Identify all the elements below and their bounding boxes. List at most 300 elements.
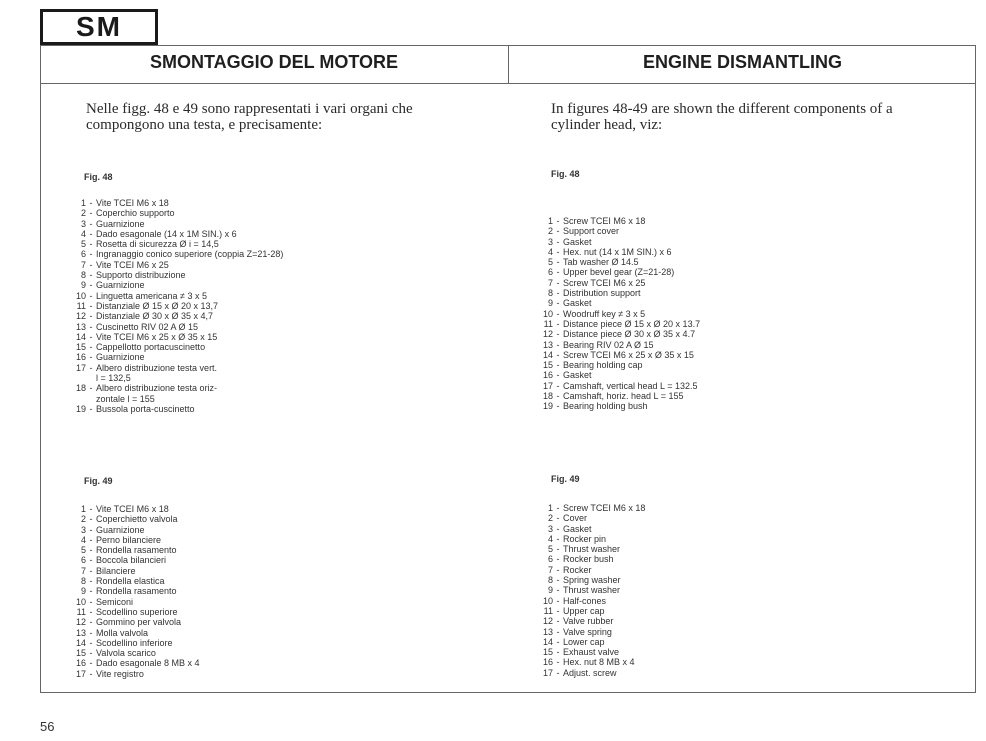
item-text: Lower cap — [563, 636, 605, 647]
item-dash: - — [89, 524, 93, 535]
item-dash: - — [556, 339, 560, 350]
item-text: Albero distribuzione testa oriz- — [96, 383, 218, 394]
item-number: 8 — [547, 288, 553, 299]
item-number: 5 — [80, 545, 86, 556]
item-text: Coperchietto valvola — [96, 514, 178, 525]
item-text: Perno bilanciere — [96, 534, 162, 545]
fig49-label-english: Fig. 49 — [551, 474, 580, 484]
list-item — [70, 208, 283, 218]
item-dash: - — [556, 544, 560, 555]
item-dash: - — [556, 216, 560, 226]
list-item — [70, 363, 283, 373]
item-text: Guarnizione — [96, 524, 145, 535]
list-item — [537, 391, 700, 401]
item-dash: - — [89, 239, 93, 250]
item-text: Gasket — [563, 523, 592, 534]
header-divider-horizontal — [40, 83, 976, 84]
item-text: Upper bevel gear (Z=21-28) — [563, 267, 675, 278]
list-item — [537, 524, 645, 534]
item-dash: - — [89, 362, 93, 373]
item-dash: - — [89, 668, 93, 679]
item-text: Distribution support — [563, 288, 641, 299]
item-dash: - — [556, 616, 560, 627]
item-text: Guarnizione — [96, 218, 145, 229]
item-text: Vite TCEI M6 x 18 — [96, 198, 169, 208]
fig49-list-italian — [70, 504, 200, 679]
item-dash: - — [89, 617, 93, 628]
item-number: 14 — [542, 636, 553, 647]
item-dash: - — [89, 658, 93, 669]
item-text: Rosetta di sicurezza Ø i = 14,5 — [96, 239, 219, 250]
item-dash: - — [556, 595, 560, 606]
item-text: Semiconi — [96, 596, 134, 607]
item-text: Rocker — [563, 564, 592, 575]
list-item — [70, 342, 283, 352]
item-number: 11 — [76, 606, 86, 617]
intro-english: In figures 48-49 are shown the different components of a cylinder head, viz: — [551, 101, 893, 133]
list-item — [70, 260, 283, 270]
item-number: 16 — [75, 658, 86, 669]
item-dash: - — [89, 331, 93, 342]
item-number: 1 — [80, 198, 86, 208]
item-text: Half-cones — [563, 595, 607, 606]
item-dash: - — [556, 257, 560, 268]
list-item — [537, 616, 645, 626]
item-text: Upper cap — [563, 605, 605, 616]
list-item — [70, 311, 283, 321]
item-dash: - — [89, 259, 93, 270]
item-number: 13 — [542, 339, 553, 350]
item-number: 6 — [80, 555, 86, 566]
list-item — [537, 360, 700, 370]
list-item — [537, 247, 700, 257]
list-item — [537, 226, 700, 236]
item-dash: - — [556, 564, 560, 575]
list-item — [70, 301, 283, 311]
item-number: 14 — [542, 349, 553, 360]
item-dash: - — [89, 596, 93, 607]
item-number: 9 — [80, 280, 86, 291]
item-text: Hex. nut (14 x 1M SIN.) x 6 — [563, 246, 672, 257]
list-item — [70, 394, 283, 404]
item-number: 10 — [75, 596, 86, 607]
item-dash: - — [556, 318, 560, 329]
item-dash: - — [556, 626, 560, 637]
list-item — [70, 239, 283, 249]
item-number: 16 — [542, 370, 553, 381]
item-number: 10 — [542, 308, 553, 319]
item-number: 13 — [542, 626, 553, 637]
list-item — [537, 513, 645, 523]
list-item — [70, 219, 283, 229]
fig49-label-italian: Fig. 49 — [84, 476, 113, 486]
list-item — [70, 648, 200, 658]
item-dash: - — [556, 380, 560, 391]
item-text: Valvola scarico — [96, 648, 156, 659]
item-dash: - — [556, 575, 560, 586]
list-item — [70, 535, 200, 545]
list-item — [70, 352, 283, 362]
item-number: 1 — [80, 504, 86, 514]
item-dash: - — [556, 503, 560, 513]
item-number: 1 — [547, 216, 553, 226]
item-dash: - — [89, 228, 93, 239]
item-number: 12 — [75, 617, 86, 628]
item-text: Molla valvola — [96, 627, 149, 638]
list-item — [70, 373, 283, 383]
list-item — [537, 216, 700, 226]
item-number: 11 — [76, 300, 86, 311]
list-item — [70, 628, 200, 638]
item-text: Thrust washer — [563, 544, 621, 555]
item-dash: - — [89, 565, 93, 576]
item-dash: - — [556, 636, 560, 647]
item-dash: - — [89, 290, 93, 301]
item-text: Distance piece Ø 15 x Ø 20 x 13.7 — [563, 318, 701, 329]
item-number: 8 — [80, 576, 86, 587]
item-dash: - — [556, 277, 560, 288]
item-text: Rocker pin — [563, 533, 607, 544]
item-dash: - — [556, 308, 560, 319]
item-number: 15 — [75, 342, 86, 353]
list-item — [70, 332, 283, 342]
list-item — [537, 381, 700, 391]
item-number: 5 — [80, 239, 86, 250]
item-text: Cappellotto portacuscinetto — [96, 342, 206, 353]
item-number: 16 — [75, 352, 86, 363]
item-dash: - — [89, 534, 93, 545]
list-item — [537, 606, 645, 616]
item-dash: - — [556, 349, 560, 360]
intro-italian: Nelle figg. 48 e 49 sono rappresentati i vari organi che compongono una testa, e precisamente: — [86, 101, 413, 133]
item-number: 2 — [80, 208, 86, 219]
item-text: l = 132,5 — [96, 373, 131, 384]
list-item — [537, 370, 700, 380]
item-text: zontale l = 155 — [96, 393, 155, 404]
item-dash: - — [89, 208, 93, 219]
section-badge: SM — [40, 9, 158, 45]
item-text: Gommino per valvola — [96, 617, 182, 628]
item-text: Coperchio supporto — [96, 208, 175, 219]
item-dash: - — [89, 383, 93, 394]
item-text: Valve spring — [563, 626, 612, 637]
item-text: Distanziale Ø 15 x Ø 20 x 13,7 — [96, 300, 219, 311]
item-number: 19 — [542, 401, 553, 412]
item-text: Supporto distribuzione — [96, 270, 186, 281]
list-item — [537, 554, 645, 564]
item-number: 4 — [547, 533, 553, 544]
item-dash: - — [556, 513, 560, 524]
item-text: Dado esagonale 8 MB x 4 — [96, 658, 200, 669]
fig48-label-english: Fig. 48 — [551, 169, 580, 179]
item-dash: - — [89, 342, 93, 353]
list-item — [70, 322, 283, 332]
item-dash: - — [556, 267, 560, 278]
list-item — [537, 657, 645, 667]
item-text: Tab washer Ø 14.5 — [563, 257, 639, 268]
item-text: Camshaft, horiz. head L = 155 — [563, 391, 684, 402]
item-dash: - — [89, 555, 93, 566]
item-number: 7 — [80, 565, 86, 576]
list-item — [70, 280, 283, 290]
item-text: Scodellino inferiore — [96, 637, 173, 648]
list-item — [70, 607, 200, 617]
item-text: Boccola bilancieri — [96, 555, 167, 566]
item-number — [70, 373, 86, 383]
item-text: Hex. nut 8 MB x 4 — [563, 657, 635, 668]
item-text: Vite TCEI M6 x 18 — [96, 504, 169, 514]
item-number: 15 — [542, 360, 553, 371]
item-dash: - — [556, 523, 560, 534]
item-text: Rocker bush — [563, 554, 614, 565]
item-text: Guarnizione — [96, 280, 145, 291]
list-item — [70, 555, 200, 565]
item-number: 11 — [543, 605, 553, 616]
item-dash — [86, 373, 96, 383]
list-item — [537, 257, 700, 267]
list-item — [537, 575, 645, 585]
list-item — [70, 270, 283, 280]
item-text: Screw TCEI M6 x 25 — [563, 277, 646, 288]
list-item — [537, 401, 700, 411]
item-text: Screw TCEI M6 x 18 — [563, 216, 646, 226]
item-number: 6 — [547, 267, 553, 278]
item-dash: - — [89, 637, 93, 648]
item-text: Screw TCEI M6 x 18 — [563, 503, 646, 513]
item-text: Exhaust valve — [563, 647, 620, 658]
item-dash: - — [556, 667, 560, 678]
item-text: Support cover — [563, 226, 620, 237]
item-number: 13 — [75, 321, 86, 332]
item-number: 10 — [542, 595, 553, 606]
list-item — [70, 291, 283, 301]
item-dash: - — [556, 554, 560, 565]
item-dash: - — [89, 321, 93, 332]
list-item — [70, 658, 200, 668]
list-item — [537, 350, 700, 360]
item-text: Thrust washer — [563, 585, 621, 596]
list-item — [70, 383, 283, 393]
list-item — [537, 585, 645, 595]
list-item — [70, 586, 200, 596]
item-number: 13 — [75, 627, 86, 638]
item-number: 6 — [80, 249, 86, 260]
item-dash: - — [89, 514, 93, 525]
list-item — [537, 319, 700, 329]
item-dash: - — [89, 586, 93, 597]
item-dash: - — [556, 360, 560, 371]
item-text: Screw TCEI M6 x 25 x Ø 35 x 15 — [563, 349, 694, 360]
item-number: 8 — [547, 575, 553, 586]
item-dash: - — [89, 576, 93, 587]
item-number: 12 — [542, 329, 553, 340]
item-text: Guarnizione — [96, 352, 145, 363]
item-dash: - — [89, 198, 93, 208]
item-number: 10 — [75, 290, 86, 301]
item-dash: - — [556, 298, 560, 309]
list-item — [70, 249, 283, 259]
list-item — [537, 340, 700, 350]
item-dash: - — [89, 270, 93, 281]
item-number: 3 — [547, 236, 553, 247]
item-text: Ingranaggio conico superiore (coppia Z=21-28) — [96, 249, 284, 260]
list-item — [70, 229, 283, 239]
item-number: 4 — [80, 228, 86, 239]
fig48-list-english — [537, 216, 700, 412]
list-item — [537, 647, 645, 657]
item-number: 17 — [542, 667, 553, 678]
item-text: Rondella rasamento — [96, 545, 177, 556]
item-dash: - — [556, 533, 560, 544]
item-text: Gasket — [563, 236, 592, 247]
item-number: 9 — [547, 585, 553, 596]
list-item — [70, 514, 200, 524]
fig48-list-italian — [70, 198, 283, 414]
item-number: 6 — [547, 554, 553, 565]
list-item — [70, 198, 283, 208]
list-item — [537, 237, 700, 247]
item-text: Bearing RIV 02 A Ø 15 — [563, 339, 654, 350]
heading-italian: SMONTAGGIO DEL MOTORE — [149, 52, 398, 72]
item-number: 7 — [547, 277, 553, 288]
list-item — [537, 534, 645, 544]
fig49-list-english — [537, 503, 645, 678]
item-text: Bearing holding cap — [563, 360, 643, 371]
item-dash: - — [89, 504, 93, 514]
item-dash: - — [556, 585, 560, 596]
item-text: Rondella elastica — [96, 576, 165, 587]
item-number: 14 — [75, 331, 86, 342]
item-dash: - — [556, 401, 560, 412]
item-dash: - — [89, 403, 93, 414]
list-item — [537, 503, 645, 513]
item-dash — [86, 394, 96, 404]
list-item — [537, 329, 700, 339]
item-dash: - — [89, 352, 93, 363]
list-item — [537, 565, 645, 575]
item-number: 15 — [75, 648, 86, 659]
item-text: Adjust. screw — [563, 667, 617, 678]
item-dash: - — [89, 311, 93, 322]
item-dash: - — [556, 226, 560, 237]
item-text: Cover — [563, 513, 588, 524]
item-text: Woodruff key ≠ 3 x 5 — [563, 308, 646, 319]
item-text: Rondella rasamento — [96, 586, 177, 597]
list-item — [537, 544, 645, 554]
item-number: 2 — [547, 513, 553, 524]
item-dash: - — [556, 657, 560, 668]
item-number: 11 — [543, 318, 553, 329]
item-number: 12 — [75, 311, 86, 322]
item-number: 9 — [547, 298, 553, 309]
item-text: Bussola porta-cuscinetto — [96, 403, 195, 414]
item-number: 3 — [80, 218, 86, 229]
item-number: 15 — [542, 647, 553, 658]
item-number: 1 — [547, 503, 553, 513]
item-dash: - — [89, 606, 93, 617]
item-number: 5 — [547, 544, 553, 555]
item-number: 9 — [80, 586, 86, 597]
item-number: 4 — [547, 246, 553, 257]
item-text: Distance piece Ø 30 x Ø 35 x 4.7 — [563, 329, 696, 340]
list-item — [537, 278, 700, 288]
list-item — [70, 545, 200, 555]
list-item — [70, 617, 200, 627]
list-item — [70, 525, 200, 535]
list-item — [70, 504, 200, 514]
list-item — [537, 627, 645, 637]
item-text: Cuscinetto RIV 02 A Ø 15 — [96, 321, 199, 332]
item-text: Scodellino superiore — [96, 606, 178, 617]
list-item — [537, 288, 700, 298]
item-dash: - — [89, 218, 93, 229]
item-number: 18 — [75, 383, 86, 394]
item-number — [70, 394, 86, 404]
item-text: Valve rubber — [563, 616, 614, 627]
list-item — [70, 566, 200, 576]
item-dash: - — [89, 627, 93, 638]
list-item — [70, 576, 200, 586]
item-text: Bilanciere — [96, 565, 136, 576]
item-dash: - — [556, 236, 560, 247]
item-dash: - — [89, 280, 93, 291]
item-text: Vite TCEI M6 x 25 x Ø 35 x 15 — [96, 331, 218, 342]
item-text: Spring washer — [563, 575, 621, 586]
item-number: 17 — [542, 380, 553, 391]
item-dash: - — [556, 329, 560, 340]
list-item — [537, 596, 645, 606]
item-dash: - — [89, 300, 93, 311]
list-item — [70, 638, 200, 648]
list-item — [537, 668, 645, 678]
item-number: 8 — [80, 270, 86, 281]
fig48-label-italian: Fig. 48 — [84, 172, 113, 182]
item-number: 7 — [80, 259, 86, 270]
item-text: Dado esagonale (14 x 1M SIN.) x 6 — [96, 228, 237, 239]
item-text: Linguetta americana ≠ 3 x 5 — [96, 290, 208, 301]
list-item — [537, 298, 700, 308]
item-text: Vite TCEI M6 x 25 — [96, 259, 169, 270]
item-number: 18 — [542, 391, 553, 402]
list-item — [70, 669, 200, 679]
item-number: 5 — [547, 257, 553, 268]
list-item — [70, 404, 283, 414]
item-number: 17 — [75, 362, 86, 373]
list-item — [537, 267, 700, 277]
page-number: 56 — [40, 719, 55, 734]
heading-english: ENGINE DISMANTLING — [642, 52, 842, 72]
item-dash: - — [556, 391, 560, 402]
list-item — [70, 597, 200, 607]
item-number: 16 — [542, 657, 553, 668]
item-number: 2 — [547, 226, 553, 237]
item-dash: - — [89, 648, 93, 659]
item-number: 3 — [547, 523, 553, 534]
item-text: Gasket — [563, 298, 592, 309]
item-number: 7 — [547, 564, 553, 575]
item-dash: - — [556, 288, 560, 299]
item-text: Albero distribuzione testa vert. — [96, 362, 218, 373]
item-text: Distanziale Ø 30 x Ø 35 x 4,7 — [96, 311, 214, 322]
item-dash: - — [556, 647, 560, 658]
list-item — [537, 309, 700, 319]
item-text: Gasket — [563, 370, 592, 381]
item-number: 4 — [80, 534, 86, 545]
item-dash: - — [556, 370, 560, 381]
item-text: Vite registro — [96, 668, 144, 679]
item-number: 3 — [80, 524, 86, 535]
list-item — [537, 637, 645, 647]
